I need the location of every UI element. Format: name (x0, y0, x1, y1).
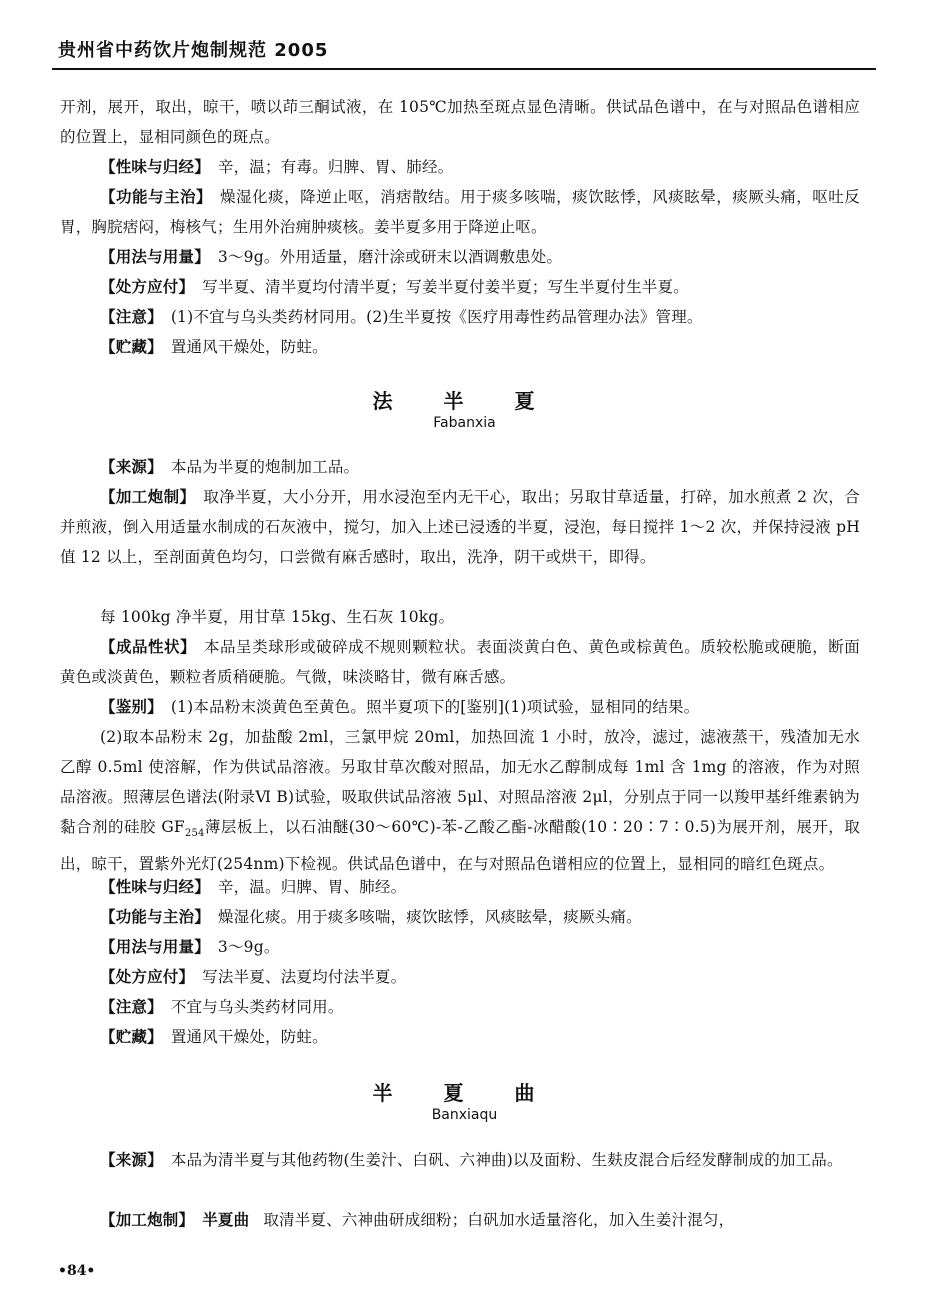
identification-entry-2 (60, 722, 860, 879)
item-text: 本品呈类球形或破碎成不规则颗粒状。表面淡黄白色、黄色或棕黄色。质较松脆或硬脆，断面黄色或淡黄色，颗粒者质稍硬脆。气微，味淡略甘，微有麻舌感。 (60, 638, 861, 686)
intro-item (60, 302, 860, 332)
source-entry (60, 452, 860, 482)
item-label: 【处方应付】 (100, 278, 195, 296)
item-label: 【用法与用量】 (100, 938, 210, 956)
item-label: 【性味与归经】 (100, 158, 210, 176)
item-label: 【贮藏】 (100, 338, 163, 356)
item-label: 【功能与主治】 (100, 908, 210, 926)
item-text: 置通风干燥处，防蛀。 (170, 338, 328, 356)
fabanxia-item (60, 872, 860, 902)
item-label: 【来源】 (100, 1151, 163, 1169)
item-text: 本品为清半夏与其他药物(生姜汁、白矾、六神曲)以及面粉、生麸皮混合后经发酵制成的加工品。 (170, 1151, 843, 1169)
item-text: 取清半夏、六神曲研成细粉；白矾加水适量溶化，加入生姜汁混匀， (263, 1211, 735, 1229)
item-text: 写法半夏、法夏均付法半夏。 (202, 968, 407, 986)
item-text: 燥湿化痰。用于痰多咳喘，痰饮眩悸，风痰眩晕，痰厥头痛。 (217, 908, 642, 926)
item-label: 【注意】 (100, 998, 163, 1016)
item-text: 辛，温。归脾、胃、肺经。 (217, 878, 407, 896)
fabanxia-item (60, 962, 860, 992)
item-text: 取净半夏，大小分开，用水浸泡至内无干心，取出；另取甘草适量，打碎，加水煎煮 2 次，合并煎液，倒入用适量水制成的石灰液中，搅匀，加入上述已浸透的半夏，浸泡，每日搅拌 1～2 次，并保持浸液 pH 值 12 以上，至剖面黄色均匀，口尝微有麻舌感时，取出，洗净，阴干或烘干，即得。 (60, 488, 861, 566)
section-title-fabanxia: 法 半 夏 (372, 389, 557, 413)
header-rule (52, 68, 876, 70)
ratio-entry: 每 100kg 净半夏，用甘草 15kg、生石灰 10kg。 (100, 608, 455, 626)
item-text: 燥湿化痰，降逆止呕，消痞散结。用于痰多咳喘，痰饮眩悸，风痰眩晕，痰厥头痛，呕吐反胃，胸脘痞闷，梅核气；生用外治痈肿痰核。姜半夏多用于降逆止呕。 (60, 188, 860, 236)
item-text: (1)不宜与乌头类药材同用。(2)生半夏按《医疗用毒性药品管理办法》管理。 (170, 308, 703, 326)
item-text: (1)本品粉末淡黄色至黄色。照半夏项下的[鉴别](1)项试验，显相同的结果。 (170, 698, 700, 716)
intro-continuation: 开剂，展开，取出，晾干，喷以茚三酮试液，在 105℃加热至斑点显色清晰。供试品色谱中，在与对照品色谱相应的位置上，显相同颜色的斑点。 (60, 98, 860, 146)
item-label: 【注意】 (100, 308, 163, 326)
fabanxia-item (60, 932, 860, 962)
intro-item (60, 182, 860, 242)
item-text: 薄层板上，以石油醚(30～60℃)-苯-乙酸乙酯-冰醋酸(10∶20∶7∶0.5)为展开剂，展开，取出，晾干，置紫外光灯(254nm)下检视。供试品色谱中，在与对照品色谱相应的位置上，显相同的暗红色斑点。 (60, 818, 860, 874)
processing-entry (60, 482, 860, 572)
item-label: 【加工炮制】 (100, 1211, 195, 1229)
item-label: 【处方应付】 (100, 968, 195, 986)
section-pinyin-banxiaqu: Banxiaqu (431, 1107, 498, 1123)
source-entry (60, 1145, 860, 1175)
intro-item (60, 272, 860, 302)
item-text: 辛，温；有毒。归脾、胃、肺经。 (217, 158, 454, 176)
item-text: 写半夏、清半夏均付清半夏；写姜半夏付姜半夏；写生半夏付生半夏。 (202, 278, 689, 296)
page-number: •84• (58, 1263, 96, 1279)
item-text: 不宜与乌头类药材同用。 (170, 998, 344, 1016)
section-pinyin-fabanxia: Fabanxia (433, 415, 496, 431)
item-text: 置通风干燥处，防蛀。 (170, 1028, 328, 1046)
item-label: 【用法与用量】 (100, 248, 210, 266)
intro-item (60, 332, 860, 362)
running-header: 贵州省中药饮片炮制规范 2005 (58, 40, 329, 61)
item-label: 【贮藏】 (100, 1028, 163, 1046)
fabanxia-item (60, 992, 860, 1022)
item-text: 本品为半夏的炮制加工品。 (170, 458, 360, 476)
item-label: 【鉴别】 (100, 698, 163, 716)
item-label: 【加工炮制】 (100, 488, 196, 506)
subscript: 254 (184, 828, 205, 840)
item-text: 3～9g。外用适量，磨汁涂或研末以酒调敷患处。 (217, 248, 563, 266)
item-label: 【成品性状】 (100, 638, 197, 656)
section-title-banxiaqu: 半 夏 曲 (372, 1081, 557, 1105)
character-entry (60, 632, 860, 692)
fabanxia-item (60, 1022, 860, 1052)
fabanxia-item (60, 902, 860, 932)
intro-item (60, 242, 860, 272)
item-term: 半夏曲 (202, 1211, 250, 1229)
item-label: 【性味与归经】 (100, 878, 210, 896)
item-label: 【功能与主治】 (100, 188, 213, 206)
item-text: 3～9g。 (217, 938, 280, 956)
item-label: 【来源】 (100, 458, 163, 476)
item-text: (2)取本品粉末 2g，加盐酸 2ml，三氯甲烷 20ml，加热回流 1 小时，放冷，滤过，滤液蒸干，残渣加无水乙醇 0.5ml 使溶解，作为供试品溶液。另取甘草次酸对照品，加无水乙醇制成每 1ml 含 1mg 的溶液，作为对照品溶液。照薄层色谱法(附录Ⅵ B)试验，吸取供试品溶液 5μl、对照品溶液 2μl，分别点于同一以羧甲基纤维素钠为黏合剂的硅胶 GF (60, 728, 860, 836)
processing-entry (60, 1205, 860, 1235)
intro-item (60, 152, 860, 182)
identification-entry (60, 692, 860, 722)
